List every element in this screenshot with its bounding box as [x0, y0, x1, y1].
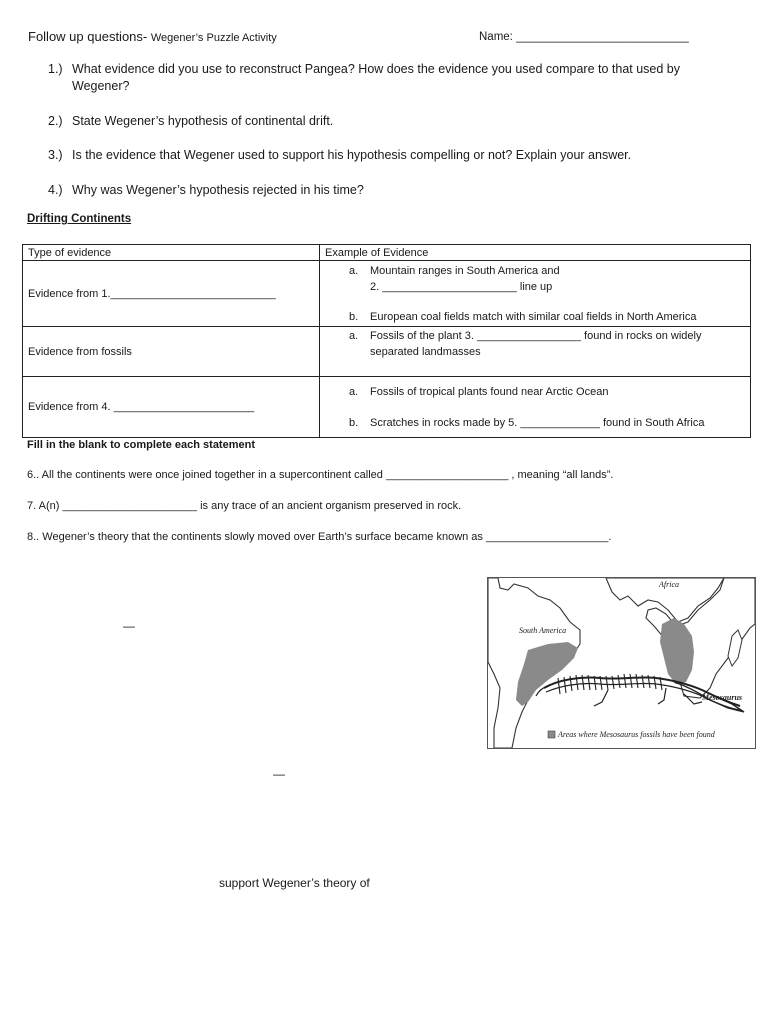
item-line: Fossils of tropical plants found near Arctic Ocean — [370, 385, 609, 398]
label-south-america: South America — [519, 626, 567, 635]
question-text: Why was Wegener’s hypothesis rejected in his time? — [72, 183, 364, 197]
evidence-type: Evidence from 4. _______________________ — [23, 377, 320, 438]
fill-heading: Fill in the blank to complete each statement — [27, 439, 255, 451]
question-number: 2.) — [48, 114, 63, 128]
question-1 — [48, 61, 712, 95]
example-item — [325, 309, 745, 325]
question-2 — [48, 113, 712, 130]
mesosaurus-map-figure — [487, 577, 756, 749]
evidence-type: Evidence from fossils — [23, 327, 320, 377]
title-main: Follow up questions- — [28, 29, 151, 44]
legend-text: Areas where Mesosaurus fossils have been found — [558, 730, 715, 739]
question-4 — [48, 182, 712, 199]
section-title-drifting: Drifting Continents — [27, 213, 132, 225]
table-row — [23, 327, 751, 377]
evidence-table — [22, 244, 751, 438]
item-line: 2. ______________________ line up — [370, 280, 553, 293]
evidence-examples — [320, 261, 751, 327]
name-field: Name: ___________________________ — [479, 31, 689, 43]
question-text: State Wegener’s hypothesis of continental drift. — [72, 114, 334, 128]
header-example: Example of Evidence — [320, 245, 751, 261]
statement-8: 8.. Wegener’s theory that the continents slowly moved over Earth’s surface became known as ____________________. — [27, 531, 612, 543]
table-row — [23, 261, 751, 327]
question-text: Is the evidence that Wegener used to support his hypothesis compelling or not? Explain your answer. — [72, 148, 632, 162]
item-letter: a. — [349, 330, 359, 342]
example-item — [325, 415, 745, 431]
example-item — [325, 263, 745, 295]
question-text: What evidence did you use to reconstruct Pangea? How does the evidence you used compare to that used by Wegener? — [72, 62, 681, 93]
item-line: Scratches in rocks made by 5. _____________ found in South Africa — [370, 416, 705, 429]
dash-mark: — — [273, 767, 285, 781]
table-header-row — [23, 245, 751, 261]
question-number: 1.) — [48, 62, 63, 76]
item-letter: a. — [349, 264, 359, 277]
evidence-examples — [320, 327, 751, 377]
evidence-type: Evidence from 1.___________________________ — [23, 261, 320, 327]
item-line: separated landmasses — [370, 346, 481, 358]
legend-swatch — [548, 731, 555, 738]
label-mesosaurus: Mesosaurus — [702, 693, 743, 702]
item-line: European coal fields match with similar coal fields in North America — [370, 310, 697, 323]
question-number: 3.) — [48, 148, 63, 162]
item-letter: b. — [349, 310, 359, 323]
map-drawing — [488, 578, 755, 748]
example-item — [325, 328, 745, 360]
support-text: support Wegener’s theory of — [219, 876, 370, 890]
evidence-examples — [320, 377, 751, 438]
question-3 — [48, 147, 712, 164]
example-item — [325, 384, 745, 400]
item-letter: a. — [349, 385, 359, 398]
item-line: Mountain ranges in South America and — [370, 264, 560, 277]
title-sub: Wegener’s Puzzle Activity — [150, 32, 277, 44]
item-line: Fossils of the plant 3. _________________ found in rocks on widely — [370, 330, 702, 342]
statement-7: 7. A(n) ______________________ is any trace of an ancient organism preserved in rock. — [27, 500, 462, 512]
dash-mark: — — [123, 619, 135, 633]
table-row — [23, 377, 751, 438]
header-type: Type of evidence — [23, 245, 320, 261]
item-letter: b. — [349, 416, 359, 429]
label-africa: Africa — [659, 580, 679, 589]
question-number: 4.) — [48, 183, 63, 197]
statement-6: 6.. All the continents were once joined together in a supercontinent called ____________________ , meaning “all lands”. — [27, 469, 614, 481]
worksheet-title — [28, 29, 277, 44]
